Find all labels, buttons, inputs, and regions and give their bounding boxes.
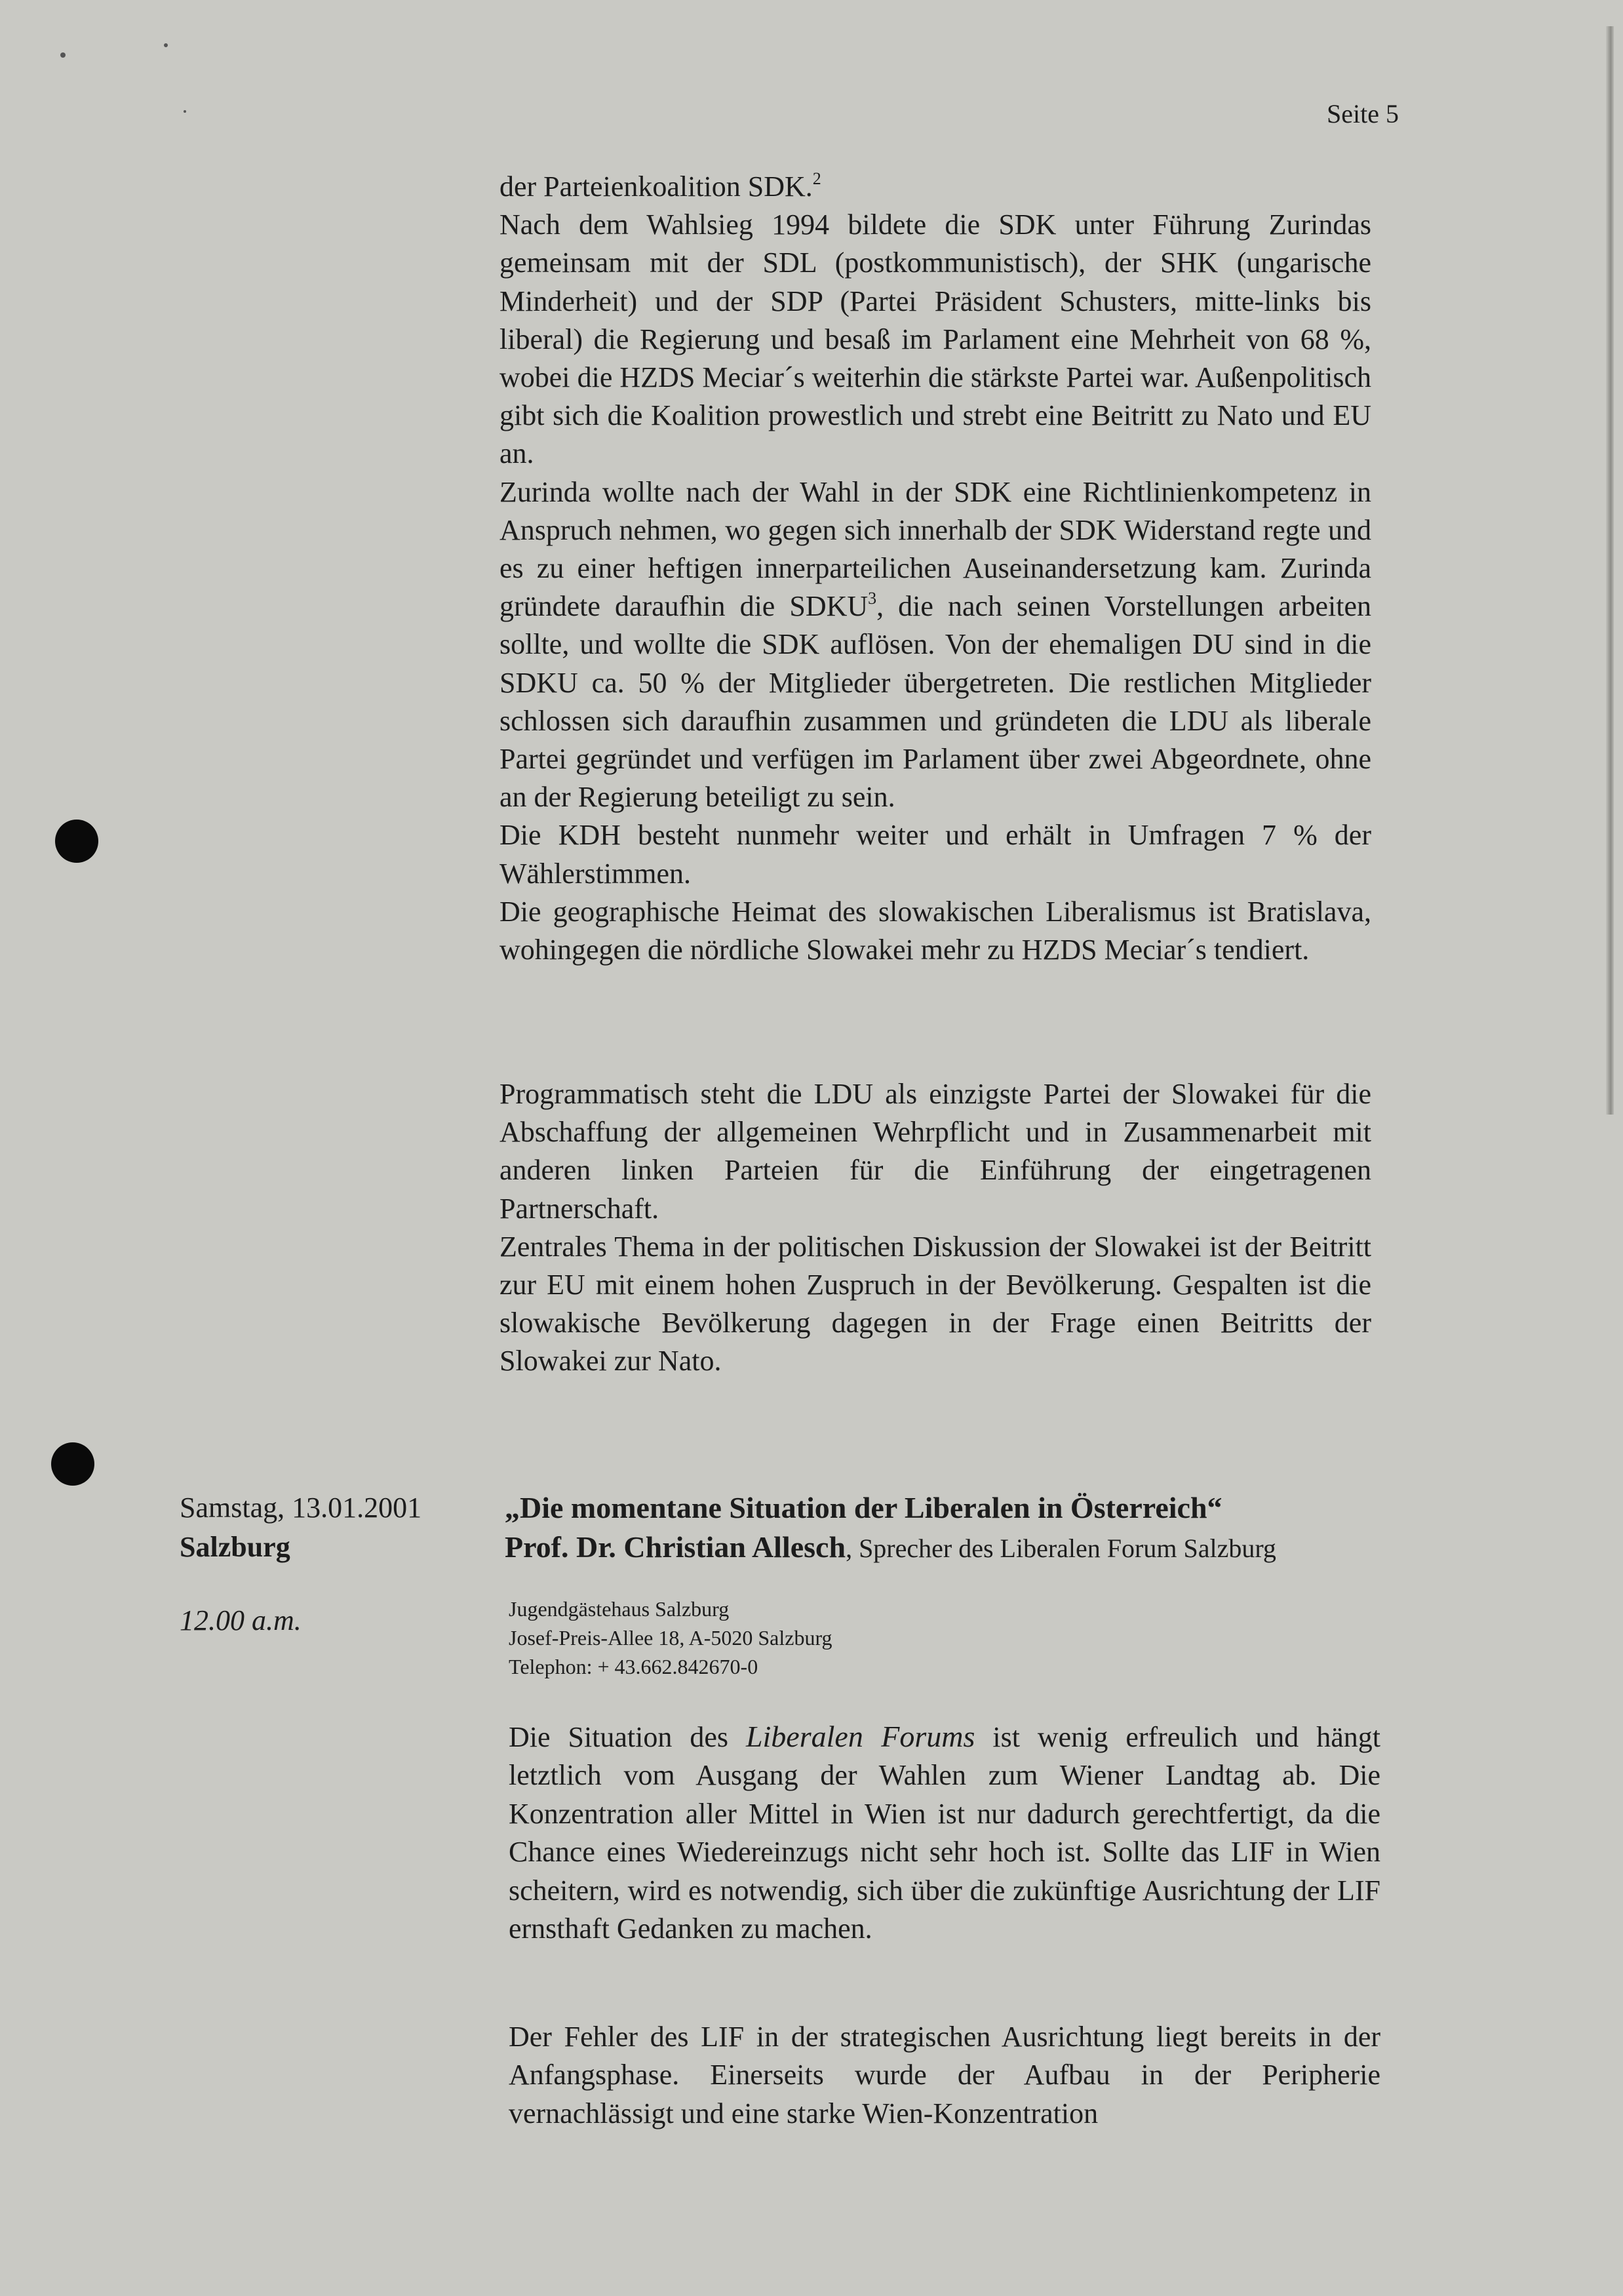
page-edge-shadow [1606, 26, 1614, 1115]
intro-line [499, 168, 1371, 206]
emphasis-text: Liberalen Forums [745, 1720, 975, 1753]
punch-hole-upper [55, 820, 98, 863]
event-time: 12.00 a.m. [180, 1604, 302, 1636]
lif-section [509, 1718, 1380, 1948]
punch-hole-lower [51, 1442, 94, 1486]
lif-paragraph [509, 1718, 1380, 1948]
event-date-column [180, 1488, 421, 1640]
page-number: Seite 5 [1327, 99, 1399, 129]
paragraph: Die KDH besteht nunmehr weiter und erhält in Umfragen 7 % der Wählerstimmen. [499, 819, 1371, 890]
event-title: „Die momentane Situation der Liberalen in Österreich“ [505, 1491, 1222, 1524]
paragraph-text: , die nach seinen Vorstellungen arbeiten sollte, und wollte die SDK auflösen. Von der ehemaligen DU sind in die SDKU ca. 50 % der Mitglieder übergetreten. Die restlichen Mitglieder schlossen sich daraufhin zusammen und gründeten die LDU als liberale Partei gegründet und verfügen im Parlament über zwei Abgeordnete, ohne an der Regierung beteiligt zu sein. [499, 590, 1371, 814]
address-line: Jugendgästehaus Salzburg [509, 1597, 730, 1621]
footnote-marker: 2 [812, 169, 821, 188]
intro-text: der Parteienkoalition SDK. [499, 170, 813, 203]
paragraph: Nach dem Wahlsieg 1994 bildete die SDK unter Führung Zurindas gemeinsam mit der SDL (postkommunistisch), der SHK (ungarische Minderheit) und der SDP (Partei Präsident Schusters, mitte-links bis liberal) die Regierung und besaß im Parlament eine Mehrheit von 68 %, wobei die HZDS Meciar´s weiterhin die stärkste Partei war. Außenpolitisch gibt sich die Koalition prowestlich und strebt eine Beitritt zu Nato und EU an. [499, 208, 1371, 470]
scan-speck [184, 110, 186, 113]
paragraph-text: ist wenig erfreulich und hängt letztlich vom Ausgang der Wahlen zum Wiener Landtag ab. Die Konzentration aller Mittel in Wien ist nur dadurch gerechtfertigt, da die Chance eines Wiedereinzugs nicht sehr hoch ist. Sollte das LIF in Wien scheitern, wird es notwendig, sich über die zukünftige Ausrichtung der LIF ernsthaft Gedanken zu machen. [509, 1721, 1380, 1945]
speaker-role: , Sprecher des Liberalen Forum Salzburg [846, 1534, 1276, 1563]
zurinda-paragraph [499, 473, 1371, 817]
speaker-line [505, 1528, 1390, 1568]
scan-speck [60, 52, 66, 58]
event-city: Salzburg [180, 1531, 290, 1563]
scan-speck [164, 43, 168, 47]
paragraph: Die geographische Heimat des slowakischen Liberalismus ist Bratislava, wohingegen die nördliche Slowakei mehr zu HZDS Meciar´s tendiert. [499, 895, 1371, 966]
event-date: Samstag, 13.01.2001 [180, 1492, 422, 1524]
footnote-marker: 3 [868, 589, 877, 608]
paragraph: Zentrales Thema in der politischen Diskussion der Slowakei ist der Beitritt zur EU mit einem hohen Zuspruch in der Bevölkerung. Gespalten ist die slowakische Bevölkerung dagegen in der Frage einen Beitritts der Slowakei zur Nato. [499, 1230, 1371, 1377]
address-line: Telephon: + 43.662.842670-0 [509, 1655, 758, 1678]
venue-address [509, 1594, 832, 1681]
program-section [499, 1075, 1371, 1381]
slovakia-section [499, 168, 1371, 969]
lif-section-2 [509, 2018, 1380, 2133]
paragraph-text: Die Situation des [509, 1721, 746, 1753]
paragraph: Der Fehler des LIF in der strategischen Ausrichtung liegt bereits in der Anfangsphase. Einerseits wurde der Aufbau in der Peripherie vernachlässigt und eine starke Wien-Konzentration [509, 2021, 1380, 2129]
address-line: Josef-Preis-Allee 18, A-5020 Salzburg [509, 1626, 832, 1650]
paragraph: Programmatisch steht die LDU als einzigste Partei der Slowakei für die Abschaffung der allgemeinen Wehrpflicht und in Zusammenarbeit mit anderen linken Parteien für die Einführung der eingetragenen Partnerschaft. [499, 1078, 1371, 1225]
paragraph-text: Zurinda wollte nach der Wahl in der SDK eine Richtlinienkompetenz in Anspruch nehmen, wo gegen sich innerhalb der SDK Widerstand regte und es zu einer heftigen innerparteilichen Auseinandersetzung kam. Zurinda gründete daraufhin die SDKU [499, 475, 1371, 623]
speaker-name: Prof. Dr. Christian Allesch [505, 1530, 846, 1564]
